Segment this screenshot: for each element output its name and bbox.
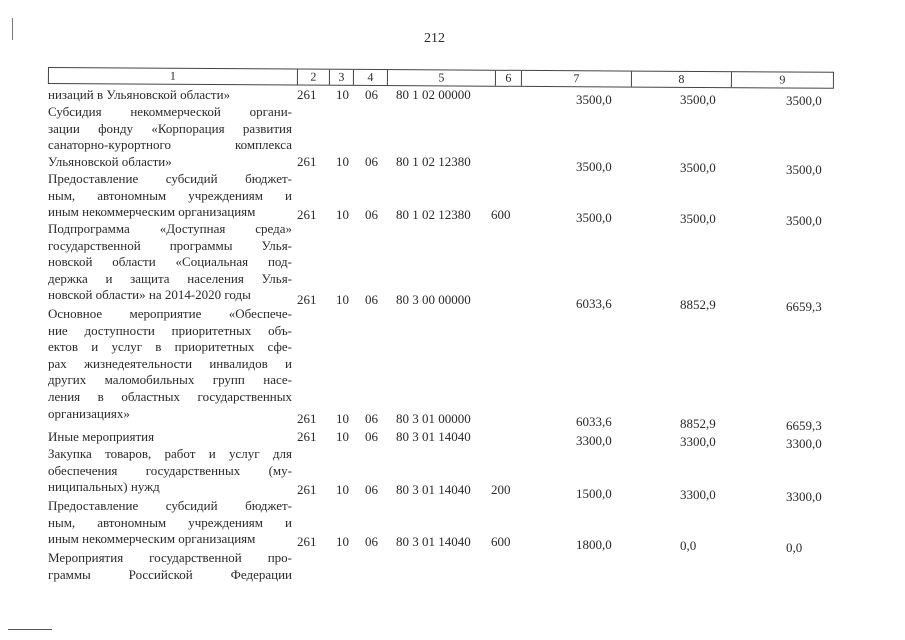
header-col-7: 7 xyxy=(521,71,631,87)
cell-subsection: 06 xyxy=(365,87,378,102)
cell-amount-col8: 3500,0 xyxy=(680,211,716,226)
cell-target-article: 80 3 01 00000 xyxy=(396,411,471,426)
cell-section: 10 xyxy=(336,534,349,549)
description-line: Иные мероприятия xyxy=(48,429,155,444)
cell-amount-col7: 3500,0 xyxy=(576,159,612,174)
cell-target-article: 80 3 01 14040 xyxy=(396,429,471,444)
cell-amount-col8: 0,0 xyxy=(680,538,697,553)
description-line: иным некоммерческим организациям xyxy=(48,204,256,220)
header-col-3: 3 xyxy=(329,70,353,85)
cell-amount-col7: 3500,0 xyxy=(576,210,612,225)
cell-subsection: 06 xyxy=(365,154,378,169)
description-line: ние доступности приоритетных объ- xyxy=(48,322,292,338)
row-description xyxy=(48,306,292,422)
description-line: Ульяновской области» xyxy=(48,153,172,169)
row-description xyxy=(48,550,292,583)
description-line: государственной программы Улья- xyxy=(48,237,292,253)
cell-admin-code: 261 xyxy=(297,207,317,222)
cell-admin-code: 261 xyxy=(297,292,317,307)
description-line: рах жизнедеятельности инвалидов и xyxy=(48,355,292,371)
cell-amount-col7: 6033,6 xyxy=(576,296,612,311)
cell-target-article: 80 1 02 00000 xyxy=(396,87,471,102)
header-col-4: 4 xyxy=(353,70,387,85)
cell-section: 10 xyxy=(336,154,349,169)
footnote-rule xyxy=(8,629,52,630)
description-line: Субсидия некоммерческой органи- xyxy=(48,104,292,119)
row-description xyxy=(48,104,292,170)
cell-subsection: 06 xyxy=(365,534,378,549)
description-line: других маломобильных групп насе- xyxy=(48,372,292,388)
header-col-6: 6 xyxy=(495,71,521,86)
description-line: организациях» xyxy=(48,405,130,421)
row-description xyxy=(48,87,292,104)
cell-expense-type: 200 xyxy=(491,482,511,497)
cell-admin-code: 261 xyxy=(297,87,317,102)
row-description xyxy=(48,429,292,446)
cell-target-article: 80 1 02 12380 xyxy=(396,207,471,222)
description-line: граммы Российской Федерации xyxy=(48,566,292,582)
header-col-2: 2 xyxy=(297,70,329,85)
cell-amount-col7: 3300,0 xyxy=(576,433,612,448)
row-description xyxy=(48,171,292,221)
description-line: ектов и услуг в приоритетных сфе- xyxy=(48,339,292,355)
description-line: ным, автономным учреждениям и xyxy=(48,514,292,530)
cell-amount-col7: 1500,0 xyxy=(576,486,612,501)
cell-amount-col9: 3300,0 xyxy=(786,489,822,504)
description-line: ниципальных) нужд xyxy=(48,479,160,495)
cell-target-article: 80 3 01 14040 xyxy=(396,534,471,549)
cell-subsection: 06 xyxy=(365,292,378,307)
cell-subsection: 06 xyxy=(365,411,378,426)
header-col-1: 1 xyxy=(169,68,176,83)
cell-target-article: 80 3 00 00000 xyxy=(396,292,471,307)
cell-admin-code: 261 xyxy=(297,429,317,444)
cell-amount-col9: 3300,0 xyxy=(786,436,822,451)
cell-section: 10 xyxy=(336,292,349,307)
cell-section: 10 xyxy=(336,207,349,222)
description-line: ным, автономным учреждениям и xyxy=(48,187,292,203)
cell-expense-type: 600 xyxy=(491,207,511,222)
cell-expense-type: 600 xyxy=(491,534,511,549)
cell-amount-col8: 3500,0 xyxy=(680,92,716,107)
cell-target-article: 80 3 01 14040 xyxy=(396,482,471,497)
description-line: Закупка товаров, работ и услуг для xyxy=(48,446,292,461)
row-description xyxy=(48,498,292,548)
header-col-8: 8 xyxy=(631,72,731,88)
cell-amount-col8: 8852,9 xyxy=(680,297,716,312)
cell-amount-col9: 3500,0 xyxy=(786,213,822,228)
cell-amount-col7: 1800,0 xyxy=(576,537,612,552)
row-description xyxy=(48,446,292,496)
cell-admin-code: 261 xyxy=(297,482,317,497)
description-line: Подпрограмма «Доступная среда» xyxy=(48,221,292,236)
cell-amount-col8: 3300,0 xyxy=(680,487,716,502)
cell-amount-col9: 3500,0 xyxy=(786,162,822,177)
cell-amount-col8: 8852,9 xyxy=(680,416,716,431)
row-description xyxy=(48,221,292,304)
cell-section: 10 xyxy=(336,429,349,444)
description-line: держка и защита населения Улья- xyxy=(48,270,292,286)
description-line: зации фонду «Корпорация развития xyxy=(48,120,292,136)
cell-amount-col9: 0,0 xyxy=(786,540,803,555)
description-line: Предоставление субсидий бюджет- xyxy=(48,171,292,186)
cell-amount-col7: 3500,0 xyxy=(576,92,612,107)
cell-admin-code: 261 xyxy=(297,411,317,426)
description-line: обеспечения государственных (му- xyxy=(48,462,292,478)
cell-section: 10 xyxy=(336,87,349,102)
cell-amount-col8: 3300,0 xyxy=(680,434,716,449)
header-col-9: 9 xyxy=(731,72,833,88)
cell-amount-col9: 6659,3 xyxy=(786,418,822,433)
cell-admin-code: 261 xyxy=(297,154,317,169)
cell-amount-col9: 6659,3 xyxy=(786,299,822,314)
description-line: низаций в Ульяновской области» xyxy=(48,87,231,102)
description-line: Основное мероприятие «Обеспече- xyxy=(48,306,292,321)
description-line: иным некоммерческим организациям xyxy=(48,531,256,547)
cell-admin-code: 261 xyxy=(297,534,317,549)
description-line: Мероприятия государственной про- xyxy=(48,550,292,565)
description-line: новской области «Социальная под- xyxy=(48,254,292,270)
cell-section: 10 xyxy=(336,482,349,497)
description-line: санаторно-курортного комплекса xyxy=(48,137,292,153)
cell-target-article: 80 1 02 12380 xyxy=(396,154,471,169)
description-line: новской области» на 2014-2020 годы xyxy=(48,287,251,303)
description-line: Предоставление субсидий бюджет- xyxy=(48,498,292,513)
cell-section: 10 xyxy=(336,411,349,426)
cell-amount-col8: 3500,0 xyxy=(680,160,716,175)
header-col-5: 5 xyxy=(387,70,495,86)
cell-amount-col7: 6033,6 xyxy=(576,414,612,429)
description-line: ления в областных государственных xyxy=(48,388,292,404)
cell-amount-col9: 3500,0 xyxy=(786,93,822,108)
cell-subsection: 06 xyxy=(365,429,378,444)
page-number: 212 xyxy=(424,31,445,46)
cell-subsection: 06 xyxy=(365,207,378,222)
cell-subsection: 06 xyxy=(365,482,378,497)
